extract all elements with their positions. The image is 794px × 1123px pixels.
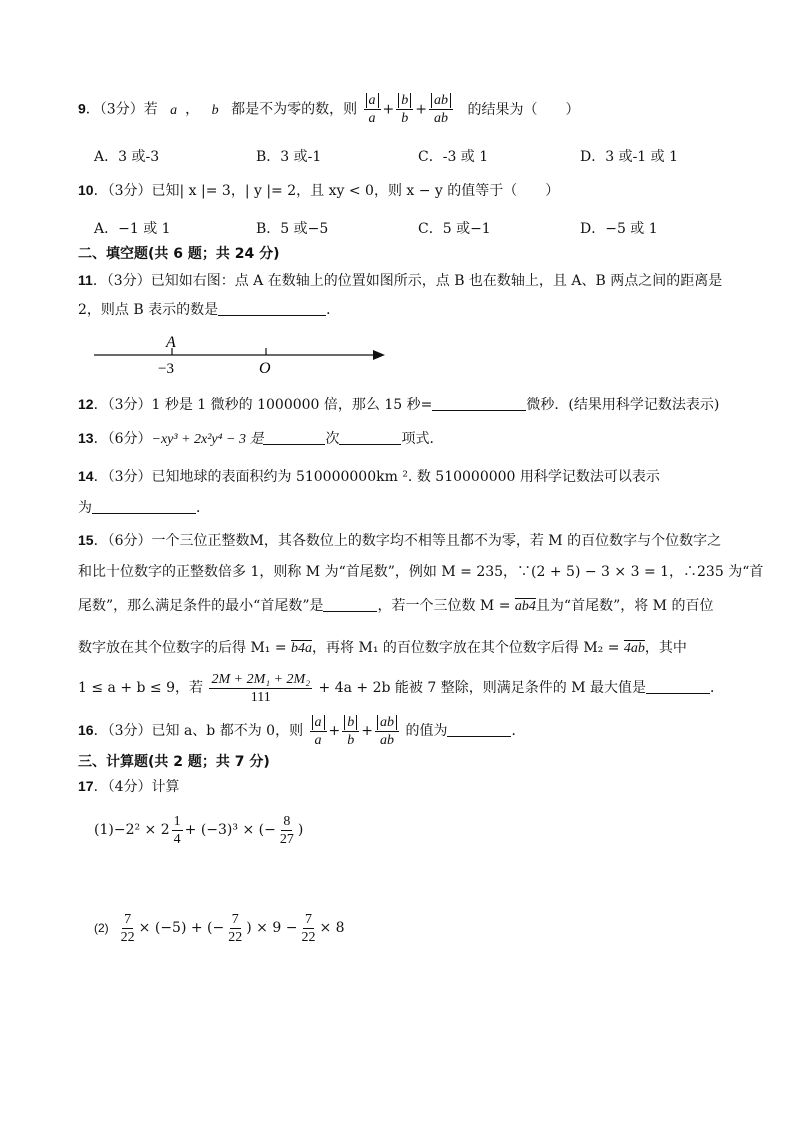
question-number: 14: [78, 468, 94, 484]
option-b[interactable]: B．5 或−5: [256, 221, 329, 237]
denominator: 22: [228, 929, 243, 945]
part-label: (2): [94, 921, 109, 935]
question-number: 10: [78, 182, 94, 198]
fraction: [396, 92, 413, 127]
numerator: 7: [304, 911, 312, 927]
question-text: 2，则点 B 表示的数是: [78, 302, 219, 318]
question-13: [78, 428, 443, 450]
question-15-line4: [78, 638, 687, 659]
numerator: ab: [377, 715, 397, 730]
question-text: 尾数”，那么满足条件的最小“首尾数”是: [78, 598, 324, 614]
numerator: b: [344, 715, 357, 730]
question-text: 已知地球的表面积约为 510000000km ². 数 510000000 用科学记数法可以表示: [151, 469, 660, 485]
question-11-cont: [78, 300, 340, 320]
question-score: ．（4分）: [93, 779, 152, 795]
question-score: ．（6分）: [93, 431, 152, 447]
answer-blank[interactable]: [92, 499, 196, 514]
answer-blank-terms[interactable]: [339, 430, 401, 445]
question-text: 为: [78, 500, 92, 516]
question-15: [78, 530, 721, 551]
numerator: a: [366, 93, 379, 108]
question-text: 项式．: [401, 431, 444, 447]
denominator: 27: [279, 831, 294, 847]
expression: × 8: [319, 920, 345, 936]
denominator: 22: [301, 929, 316, 945]
numerator: 2M + 2M₁ + 2M₂: [211, 671, 311, 687]
question-text: 1 ≤ a + b ≤ 9，若: [78, 680, 204, 696]
question-text: 次: [325, 431, 340, 447]
punctuation: ．: [326, 302, 341, 318]
denominator: ab: [434, 111, 448, 126]
question-14-cont: [78, 498, 210, 518]
numerator: ab: [431, 93, 451, 108]
fraction: [278, 813, 296, 848]
tick-label: −3: [158, 361, 174, 377]
fraction: [364, 92, 381, 127]
var-b: b: [211, 102, 219, 118]
question-number: 16: [78, 722, 94, 738]
origin-label: O: [259, 360, 271, 377]
question-text: 都是不为零的数，则: [231, 101, 358, 118]
question-10: [78, 180, 559, 201]
question-text: 微秒．(结果用科学记数法表示): [526, 397, 720, 413]
numerator: a: [312, 715, 325, 730]
fraction: [209, 671, 312, 706]
point-a-label: A: [166, 334, 176, 351]
fraction: [172, 813, 183, 848]
question-17: [78, 776, 180, 797]
option-a[interactable]: A．−1 或 1: [94, 221, 171, 237]
expression: × (−5) + (−: [138, 920, 225, 936]
fraction: [342, 714, 359, 749]
question-text: 的值为: [405, 723, 448, 739]
denominator: 111: [250, 689, 271, 705]
section-heading-fill-in: 二、填空题(共 6 题；共 24 分): [78, 246, 280, 262]
numerator: 7: [124, 911, 132, 927]
question-15-line2: 和比十位数字的正整数倍多 1，则称 M 为“首尾数”，例如 M = 235，∵(2 + 5) − 3 × 3 = 1，∴235 为“首: [78, 564, 764, 580]
option-d[interactable]: D．−5 或 1: [580, 221, 658, 237]
expression: −xy³ + 2x²y⁴ − 3 是: [151, 432, 264, 447]
digit-notation: b4a: [291, 641, 313, 656]
expression: −2² × 2: [113, 822, 170, 838]
denominator: a: [314, 732, 322, 748]
part-label: (1): [94, 822, 114, 838]
denominator: b: [401, 111, 409, 126]
expression: ): [297, 822, 304, 838]
numerator: 7: [231, 911, 239, 927]
punctuation: ．: [511, 723, 526, 739]
question-number: 11: [78, 272, 93, 288]
question-16: 16．（3分）已知 a、b 都不为 0，则 $\frac{a}{a}$ + $\frac{b}{b}$ + $\frac{ab}{ab}$ 的值为 ．: [78, 714, 526, 748]
question-17-part-2: [94, 910, 345, 946]
question-text: 数字放在其个位数字的后得 M₁ =: [78, 640, 287, 656]
question-number: 15: [78, 532, 94, 548]
section-heading-calculation: 三、计算题(共 2 题；共 7 分): [78, 754, 270, 770]
question-score: ．（3分）: [93, 397, 152, 413]
question-number: 9: [78, 100, 86, 117]
separator: ，: [185, 101, 200, 118]
fraction: [226, 911, 244, 946]
question-text: + 4a + 2b 能被 7 整除，则满足条件的 M 最大值是: [318, 680, 646, 696]
question-17-part-1: [94, 812, 303, 848]
denominator: 22: [120, 929, 135, 945]
question-score: ．（3分）: [92, 273, 151, 289]
question-text: 的结果为（ ）: [467, 101, 580, 118]
question-text: ，若一个三位数 M =: [377, 598, 511, 614]
numerator: 8: [283, 813, 291, 829]
question-number: 17: [78, 778, 94, 794]
denominator: 4: [173, 831, 181, 847]
option-c[interactable]: C．5 或−1: [418, 221, 491, 237]
fraction: [375, 714, 399, 749]
question-text: 若: [143, 101, 158, 118]
question-text: 计算: [151, 779, 180, 795]
question-number: 13: [78, 430, 94, 446]
question-score: ．（3分）: [93, 469, 152, 485]
question-text: 已知| x |= 3，| y |= 2，且 xy < 0，则 x − y 的值等于（ ）: [151, 183, 560, 199]
denominator: a: [368, 111, 376, 126]
question-text: 1 秒是 1 微秒的 1000000 倍，那么 15 秒=: [151, 397, 433, 413]
question-score: ．（3分）: [93, 723, 152, 739]
fraction: [299, 911, 317, 946]
question-text: 且为“首尾数”，将 M 的百位: [535, 598, 714, 614]
fraction: [310, 714, 327, 749]
punctuation: ．: [709, 680, 724, 696]
option-d[interactable]: D．3 或-1 或 1: [580, 149, 679, 165]
answer-blank[interactable]: [432, 396, 526, 411]
question-12: [78, 394, 719, 415]
digit-notation: 4ab: [623, 641, 645, 656]
option-b[interactable]: B．3 或-1: [256, 149, 322, 165]
question-text: 一个三位正整数M，其各数位上的数字均不相等且都不为零，若 M 的百位数字与个位数字之: [151, 533, 722, 549]
answer-blank-max[interactable]: [646, 679, 710, 694]
answer-blank-min[interactable]: [323, 597, 377, 612]
question-score: ．（6分）: [93, 533, 152, 549]
question-text: 已知如右图：点 A 在数轴上的位置如图所示，点 B 也在数轴上，且 A、B 两点之间的距离是: [150, 273, 723, 289]
question-score: ．（3分）: [85, 101, 144, 118]
question-text: ，其中: [644, 640, 687, 656]
question-11: [78, 270, 722, 291]
question-score: ．（3分）: [93, 183, 152, 199]
numerator: b: [398, 93, 411, 108]
denominator: ab: [380, 732, 394, 748]
denominator: b: [347, 732, 355, 748]
answer-blank[interactable]: [218, 301, 326, 316]
question-15-line3: [78, 596, 713, 617]
punctuation: ．: [196, 500, 210, 516]
question-number: 12: [78, 396, 94, 412]
fraction: [119, 911, 137, 946]
question-text: ，再将 M₁ 的百位数字放在其个位数字后得 M₂ =: [312, 640, 620, 656]
fraction: [429, 92, 453, 127]
question-15-line5: [78, 670, 724, 706]
expression: + (−3)³ × (−: [184, 822, 276, 838]
option-a[interactable]: A．3 或-3: [94, 149, 160, 165]
var-a: a: [170, 102, 178, 118]
question-9: 9．（3分）若 a ， b 都是不为零的数，则 $\frac{a}{a}$ + $\frac{b}{b}$ + $\frac{ab}{ab}$ 的结果为（ ）: [78, 93, 580, 126]
arrow-head-icon: [373, 350, 385, 360]
question-14: [78, 466, 660, 487]
answer-blank-degree[interactable]: [263, 430, 325, 445]
numerator: 1: [173, 813, 181, 829]
question-text: 已知 a、b 都不为 0，则: [151, 723, 304, 739]
answer-blank[interactable]: [447, 722, 511, 737]
digit-notation: ab4: [514, 599, 536, 614]
number-line-figure: [88, 330, 388, 378]
expression: ) × 9 −: [246, 920, 298, 936]
option-c[interactable]: C．-3 或 1: [418, 149, 489, 165]
